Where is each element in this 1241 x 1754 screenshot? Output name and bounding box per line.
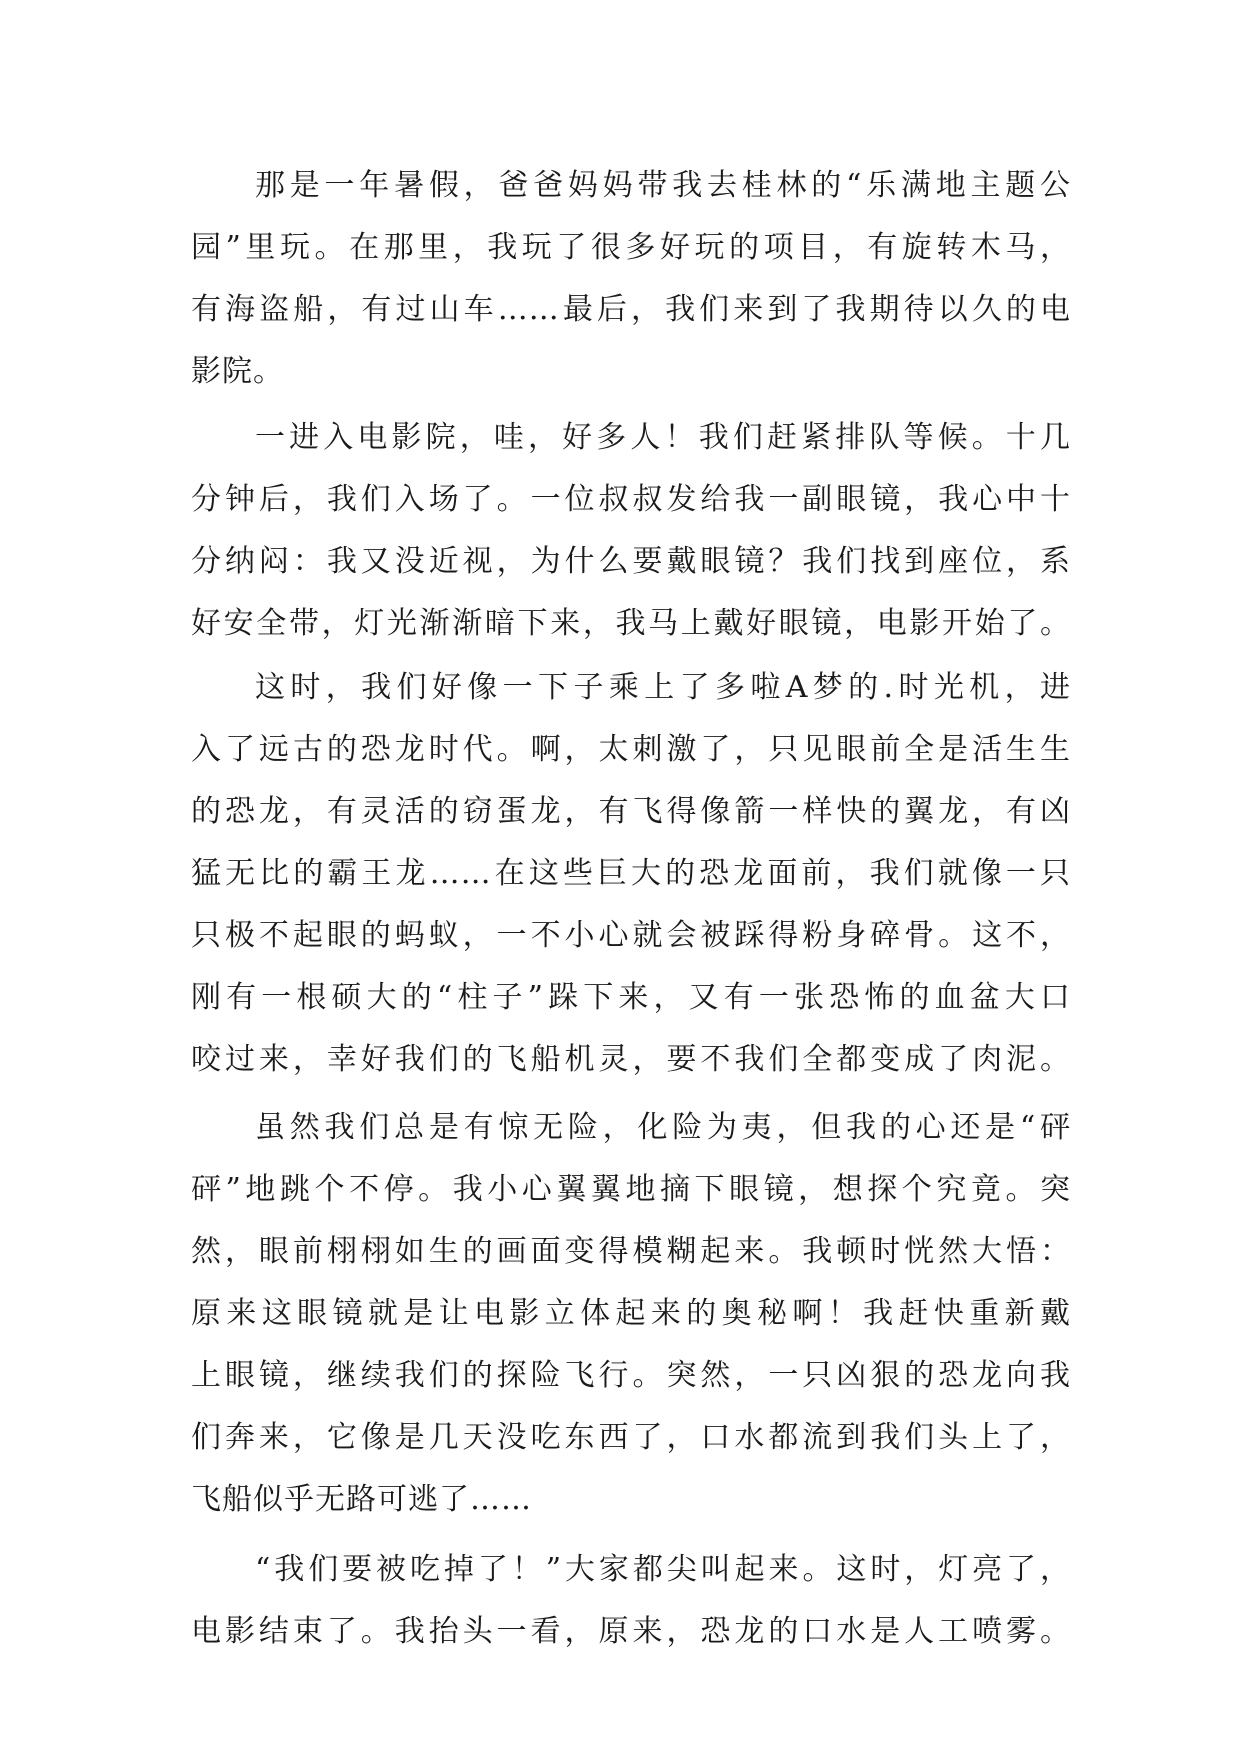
paragraph-2-line-4: 好安全带，灯光渐渐暗下来，我马上戴好眼镜，电影开始了。	[191, 606, 1071, 641]
essay-body	[191, 155, 1071, 1663]
paragraph-3-line-3: 的恐龙，有灵活的窃蛋龙，有飞得像箭一样快的翼龙，有凶	[191, 794, 1071, 829]
paragraph-1-line-4: 影院。	[191, 354, 284, 389]
paragraph-4-line-1: 虽然我们总是有惊无险，化险为夷，但我的心还是“砰	[255, 1110, 1071, 1145]
paragraph-1-line-3: 有海盗船，有过山车……最后，我们来到了我期待以久的电	[191, 292, 1071, 327]
paragraph-4-line-3: 然，眼前栩栩如生的画面变得模糊起来。我顿时恍然大悟：	[191, 1234, 1071, 1269]
paragraph-4-line-5: 上眼镜，继续我们的探险飞行。突然，一只凶狠的恐龙向我	[191, 1358, 1071, 1393]
paragraph-5-line-1: “我们要被吃掉了！”大家都尖叫起来。这时，灯亮了，	[255, 1552, 1071, 1587]
paragraph-2-line-3: 分纳闷：我又没近视，为什么要戴眼镜？我们找到座位，系	[191, 544, 1071, 579]
paragraph-1-line-2: 园”里玩。在那里，我玩了很多好玩的项目，有旋转木马，	[191, 230, 1071, 265]
paragraph-5-line-2: 电影结束了。我抬头一看，原来，恐龙的口水是人工喷雾。	[191, 1614, 1071, 1649]
paragraph-3-line-2: 入了远古的恐龙时代。啊，太刺激了，只见眼前全是活生生	[191, 732, 1071, 767]
paragraph-4-line-2: 砰”地跳个不停。我小心翼翼地摘下眼镜，想探个究竟。突	[191, 1172, 1071, 1207]
paragraph-4-line-7: 飞船似乎无路可逃了……	[191, 1482, 532, 1517]
paragraph-3-line-4: 猛无比的霸王龙……在这些巨大的恐龙面前，我们就像一只	[191, 856, 1071, 891]
paragraph-2-line-1: 一进入电影院，哇，好多人！我们赶紧排队等候。十几	[255, 420, 1071, 455]
paragraph-4-line-6: 们奔来，它像是几天没吃东西了，口水都流到我们头上了，	[191, 1420, 1071, 1455]
paragraph-3-line-1: 这时，我们好像一下子乘上了多啦A梦的.时光机，进	[255, 670, 1071, 705]
paragraph-2-line-2: 分钟后，我们入场了。一位叔叔发给我一副眼镜，我心中十	[191, 482, 1071, 517]
paragraph-3-line-5: 只极不起眼的蚂蚁，一不小心就会被踩得粉身碎骨。这不，	[191, 918, 1071, 953]
paragraph-3-line-7: 咬过来，幸好我们的飞船机灵，要不我们全都变成了肉泥。	[191, 1042, 1071, 1077]
paragraph-1-line-1: 那是一年暑假，爸爸妈妈带我去桂林的“乐满地主题公	[255, 168, 1071, 203]
paragraph-4-line-4: 原来这眼镜就是让电影立体起来的奥秘啊！我赶快重新戴	[191, 1296, 1071, 1331]
paragraph-3-line-6: 刚有一根硕大的“柱子”跺下来，又有一张恐怖的血盆大口	[191, 980, 1071, 1015]
